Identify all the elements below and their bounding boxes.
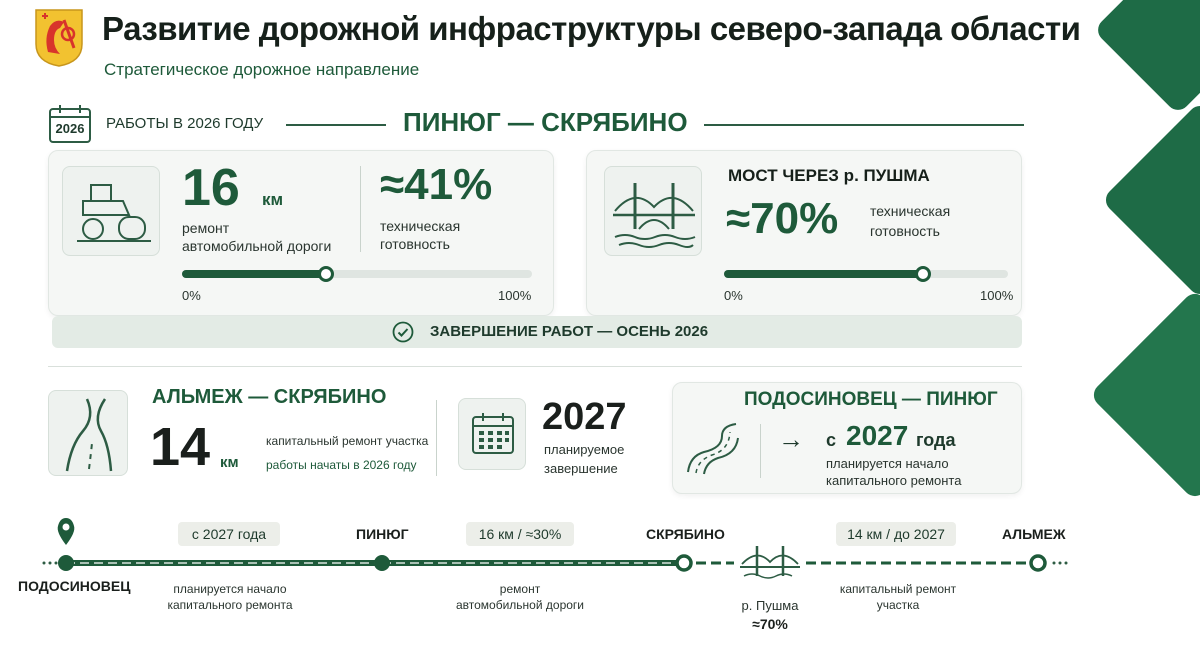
almezh-year-line2: завершение (544, 461, 618, 476)
timeline-stop-label-podosinovets: ПОДОСИНОВЕЦ (18, 578, 131, 594)
timeline-pill-3: 14 км / до 2027 (836, 522, 956, 546)
section-2026-route: ПИНЮГ — СКРЯБИНО (403, 107, 688, 137)
calendar-2026-icon (48, 104, 92, 144)
almezh-km-value: 14 (150, 417, 211, 477)
bridge-progress-fill (724, 270, 923, 278)
timeline-stop-podosinovets (58, 555, 74, 571)
road-roller-icon-box (62, 166, 160, 256)
bridge-readiness-line1: техническая (870, 203, 951, 219)
timeline-stop-label-almezh: АЛЬМЕЖ (1002, 526, 1066, 542)
road-desc-line2: автомобильной дороги (182, 238, 332, 254)
road-progress-knob (318, 266, 334, 282)
bridge-readiness-line2: готовность (870, 223, 940, 239)
timeline-stop-pinyug (374, 555, 390, 571)
location-pin-icon (58, 518, 75, 545)
almezh-divider (436, 400, 437, 476)
timeline-pill-1: с 2027 года (178, 522, 280, 546)
timeline-bridge-value: ≈70% (752, 616, 788, 632)
road-scale-min: 0% (182, 288, 201, 303)
curvy-road-icon-box (48, 390, 128, 476)
bridge-icon (605, 167, 703, 257)
timeline-stop-almezh (1031, 556, 1045, 570)
bridge-progress-bar (724, 270, 1008, 278)
arrow-right-icon: → (778, 424, 804, 454)
road-km-unit: км (262, 190, 284, 209)
decor-shape-bottom (1089, 289, 1200, 501)
timeline-stop-skryabino (677, 556, 691, 570)
podosinovets-line1: планируется начало (826, 456, 949, 471)
timeline-seg1-line1: планируется начало (173, 582, 287, 596)
timeline (0, 510, 1100, 650)
almezh-km-unit: км (220, 454, 239, 471)
almezh-year: 2027 (542, 396, 627, 438)
road-readiness-value: ≈41% (380, 160, 493, 209)
almezh-desc: капитальный ремонт участка (266, 434, 429, 448)
road-scale-max: 100% (498, 288, 532, 303)
road-readiness-line2: готовность (380, 236, 450, 252)
calendar-year-text: 2026 (55, 121, 85, 136)
page-title: Развитие дорожной инфраструктуры северо-запада области (102, 10, 1081, 47)
completion-banner (52, 316, 1022, 348)
section-2026-header (48, 104, 1028, 144)
decor-shape-top (1093, 0, 1200, 115)
road-km-value: 16 (182, 159, 240, 217)
podosinovets-year: 2027 (846, 420, 909, 451)
timeline-stop-label-skryabino: СКРЯБИНО (646, 526, 725, 542)
coat-of-arms-logo (34, 8, 84, 68)
podosinovets-divider (760, 424, 761, 478)
curvy-road-icon (49, 391, 129, 477)
timeline-dots-right (1053, 562, 1068, 565)
bridge-title: МОСТ ЧЕРЕЗ р. ПУШМА (728, 166, 930, 185)
calendar-icon-box (458, 398, 526, 470)
podosinovets-route: ПОДОСИНОВЕЦ — ПИНЮГ (744, 389, 998, 410)
timeline-dots-left (43, 562, 58, 565)
bridge-scale-min: 0% (724, 288, 743, 303)
calendar-icon (459, 399, 527, 471)
decor-shape-middle (1101, 101, 1200, 299)
podosinovets-year-suffix: года (916, 430, 956, 450)
almezh-route: АЛЬМЕЖ — СКРЯБИНО (152, 386, 387, 408)
bridge-scale-max: 100% (980, 288, 1014, 303)
timeline-seg3-line2: участка (876, 598, 920, 612)
page-subtitle: Стратегическое дорожное направление (104, 60, 420, 79)
completion-text: ЗАВЕРШЕНИЕ РАБОТ — ОСЕНЬ 2026 (430, 323, 709, 340)
timeline-seg1-line2: капитального ремонта (167, 598, 293, 612)
timeline-pill-2: 16 км / ≈30% (466, 522, 574, 546)
winding-road-icon (682, 418, 744, 476)
bridge-icon-box (604, 166, 702, 256)
road-desc-line1: ремонт (182, 220, 230, 236)
almezh-year-line1: планируемое (544, 442, 625, 457)
section-divider (48, 366, 1022, 367)
bridge-readiness-value: ≈70% (726, 194, 839, 243)
check-circle-icon (392, 321, 414, 343)
road-progress-fill (182, 270, 326, 278)
divider-left (286, 124, 386, 126)
divider-right (704, 124, 1024, 126)
section-2026-label: РАБОТЫ В 2026 ГОДУ (106, 115, 264, 132)
road-card-divider (360, 166, 361, 252)
bridge-progress-knob (915, 266, 931, 282)
road-progress-bar (182, 270, 532, 278)
timeline-bridge-label: р. Пушма (741, 598, 799, 613)
podosinovets-from-prefix: с (826, 430, 837, 450)
road-readiness-line1: техническая (380, 218, 461, 234)
almezh-started: работы начаты в 2026 году (266, 458, 417, 472)
timeline-seg2-line2: автомобильной дороги (455, 598, 584, 612)
podosinovets-line2: капитального ремонта (826, 473, 962, 488)
road-roller-icon (63, 167, 161, 257)
timeline-seg2-line1: ремонт (499, 582, 541, 596)
timeline-bridge-icon (740, 546, 800, 578)
timeline-seg3-line1: капитальный ремонт (839, 582, 957, 596)
timeline-stop-label-pinyug: ПИНЮГ (356, 526, 409, 542)
